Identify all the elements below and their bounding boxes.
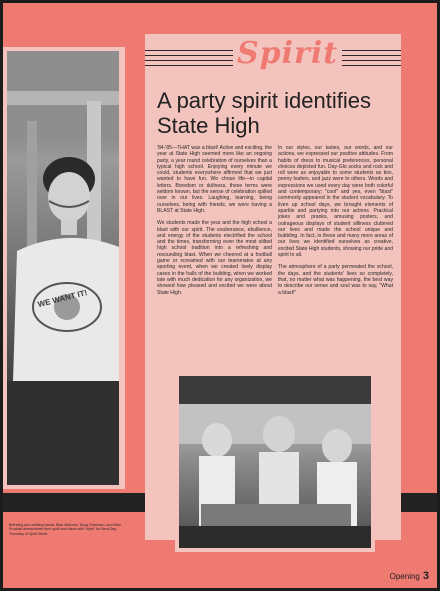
shirt-text: WE WANT IT! bbox=[36, 288, 89, 310]
student-illustration bbox=[7, 51, 119, 485]
left-photo-card bbox=[3, 47, 125, 489]
paragraph: '84-'85—THAT was a blast! Active and exciting, the year at State High seemed more like an ongoing party, a year round celebration of ourselves than a typical high school. Enjoying every minute we could, students everywhere affirmed that we just wanted to have fun. We chose life—in capital letters. Boredom or dullness, these terms were seldom known, but the sense of celebration spilled over in our lives. Laughing, learning, being ourselves, being with friends, we were having a BLAST at State High. bbox=[157, 145, 272, 214]
group-photo bbox=[179, 376, 371, 548]
group-illustration bbox=[179, 376, 371, 548]
student-photo bbox=[7, 51, 119, 485]
article-column-2 bbox=[278, 145, 393, 302]
photo-caption: Befriding and whining bands. Blair Malcolm, Doug Robinson, and Mike Pruchak demonstrate their spirit and dress with "style" for Nerd Day, Thursday of Spirit Week. bbox=[9, 523, 122, 536]
article-column-1 bbox=[157, 145, 272, 302]
yearbook-page bbox=[3, 3, 437, 588]
section-label: Spirit bbox=[233, 36, 342, 71]
page-number: 3 bbox=[422, 570, 429, 582]
page-folio bbox=[390, 570, 429, 582]
headline: A party spirit identifies State High bbox=[157, 88, 371, 138]
paragraph: In our styles, our tastes, our words, and our actions, we expressed our positive attitudes. From habits of dress to musical preferences, personal choices depicted fun. Day-Glo socks and rock and roll were as enjoyable to some students as ties, penny loafers, and jazz were to others. Words and expressions we used every day were both colorful and contemporary; "cool" and yes, even "blast" commonly appeared in the student vocabulary. To liven up school days, we brought elements of sparkle and partying into our actions. Practical jokes and pranks, amusing posters, and outrageous displays of student silliness cluttered our lives and made the school unique and bubbling. In fact, in these and many more areas of our lives we identified ourselves as creative, excited State High students, showing our pride and spirit to all. bbox=[278, 145, 393, 259]
group-photo-card bbox=[175, 372, 375, 552]
paragraph: The atmosphere of a party permeated the school, the days, and the students' lives so completely, that, no matter what was happening, the best way to describe our sense and soul was to say, "What a blast!" bbox=[278, 264, 393, 296]
paragraph: We students made the year and the high school a blast with our spirit. The exuberance, ebullience, and energy of the students electrified the school and the times, transforming even the most stilted high school tradition into a refreshing and resounding blast. When we cheered at a football game or screamed with our teammates at any sporting event, when we created lively display cases in the halls of the building, when we worked late with much dedication for any organization, we showed how pleased and excited we were about State High. bbox=[157, 220, 272, 296]
folio-label: Opening bbox=[389, 572, 420, 581]
